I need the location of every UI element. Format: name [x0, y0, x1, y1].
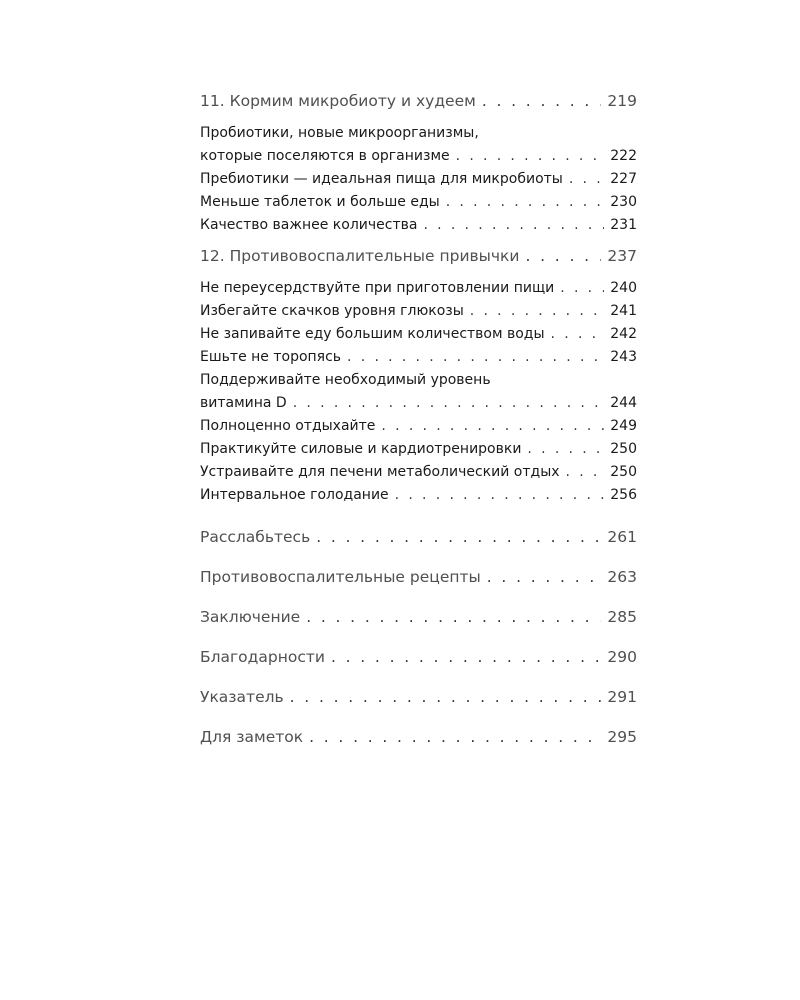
toc-entry[interactable] — [200, 461, 637, 484]
page-number: 285 — [607, 608, 637, 626]
toc-section[interactable] — [200, 557, 637, 597]
toc-entry[interactable] — [200, 300, 637, 323]
chapter-12 — [200, 247, 637, 507]
section-title: Для заметок — [200, 728, 304, 746]
section-title: Указатель — [200, 688, 284, 706]
dot-leader — [290, 677, 602, 717]
entry-title: Не переусердствуйте при приготовлении пищи — [200, 280, 555, 296]
entry-title: Практикуйте силовые и кардиотренировки — [200, 441, 522, 457]
page-number: 250 — [610, 441, 637, 457]
entry-title: Устраивайте для печени метаболический отдых — [200, 464, 560, 480]
page-number: 237 — [607, 247, 637, 265]
toc-entry[interactable] — [200, 369, 637, 415]
entry-title: которые поселяются в организме — [200, 148, 450, 164]
toc-entry[interactable] — [200, 168, 637, 191]
page-number: 290 — [607, 648, 637, 666]
dot-leader — [347, 346, 604, 369]
dot-leader — [560, 277, 604, 300]
page-number: 295 — [607, 728, 637, 746]
page-number: 242 — [610, 326, 637, 342]
toc-entry[interactable] — [200, 346, 637, 369]
page-number: 243 — [610, 349, 637, 365]
dot-leader — [527, 438, 604, 461]
chapter-entries — [200, 122, 637, 237]
chapter-entries — [200, 277, 637, 507]
dot-leader — [381, 415, 604, 438]
page-number: 230 — [610, 194, 637, 210]
dot-leader — [482, 92, 602, 110]
dot-leader — [566, 461, 605, 484]
chapter-title: 12. Противовоспалительные привычки — [200, 247, 520, 265]
entry-title-line-1: Поддерживайте необходимый уровень — [200, 372, 491, 388]
entry-title: Полноценно отдыхайте — [200, 418, 376, 434]
dot-leader — [331, 637, 601, 677]
page-number: 256 — [610, 487, 637, 503]
toc-entry[interactable] — [200, 214, 637, 237]
section-title: Благодарности — [200, 648, 325, 666]
page-number: 263 — [607, 568, 637, 586]
entry-title: Меньше таблеток и больше еды — [200, 194, 440, 210]
entry-title: Пребиотики — идеальная пища для микробиоты — [200, 171, 563, 187]
page-number: 250 — [610, 464, 637, 480]
entry-title: Ешьте не торопясь — [200, 349, 342, 365]
section-title: Заключение — [200, 608, 301, 626]
back-matter — [200, 517, 637, 757]
dot-leader — [569, 168, 604, 191]
toc-row[interactable] — [200, 92, 637, 118]
toc-row[interactable] — [200, 247, 637, 273]
page-number: 219 — [607, 92, 637, 110]
page-number: 249 — [610, 418, 637, 434]
page-number: 244 — [610, 395, 637, 411]
page-number: 291 — [607, 688, 637, 706]
toc-section[interactable] — [200, 597, 637, 637]
dot-leader — [316, 517, 601, 557]
dot-leader — [423, 214, 604, 237]
toc-section[interactable] — [200, 637, 637, 677]
page-number: 240 — [610, 280, 637, 296]
page-number: 261 — [607, 528, 637, 546]
entry-title: Не запивайте еду большим количеством воды — [200, 326, 545, 342]
toc-section[interactable] — [200, 717, 637, 757]
dot-leader — [306, 597, 601, 637]
toc-entry[interactable] — [200, 191, 637, 214]
entry-title-line-1: Пробиотики, новые микроорганизмы, — [200, 125, 479, 141]
dot-leader — [446, 191, 605, 214]
dot-leader — [470, 300, 605, 323]
page-number: 231 — [610, 217, 637, 233]
page-number: 241 — [610, 303, 637, 319]
entry-title: витамина D — [200, 395, 287, 411]
toc-entry[interactable] — [200, 122, 637, 168]
dot-leader — [293, 392, 605, 415]
toc-entry[interactable] — [200, 323, 637, 346]
entry-title: Избегайте скачков уровня глюкозы — [200, 303, 464, 319]
toc-entry[interactable] — [200, 438, 637, 461]
page-number: 227 — [610, 171, 637, 187]
section-title: Противовоспалительные рецепты — [200, 568, 481, 586]
table-of-contents — [200, 92, 637, 757]
chapter-title: 11. Кормим микробиоту и худеем — [200, 92, 476, 110]
dot-leader — [487, 557, 602, 597]
dot-leader — [525, 247, 601, 265]
dot-leader — [456, 145, 605, 168]
toc-entry[interactable] — [200, 277, 637, 300]
section-title: Расслабьтесь — [200, 528, 311, 546]
entry-title: Качество важнее количества — [200, 217, 418, 233]
page-number: 222 — [610, 148, 637, 164]
toc-section[interactable] — [200, 517, 637, 557]
toc-entry[interactable] — [200, 484, 637, 507]
chapter-heading — [200, 92, 637, 118]
toc-section[interactable] — [200, 677, 637, 717]
entry-title: Интервальное голодание — [200, 487, 389, 503]
chapter-11 — [200, 92, 637, 237]
dot-leader — [551, 323, 605, 346]
dot-leader — [395, 484, 605, 507]
chapter-heading — [200, 247, 637, 273]
toc-entry[interactable] — [200, 415, 637, 438]
dot-leader — [309, 717, 601, 757]
